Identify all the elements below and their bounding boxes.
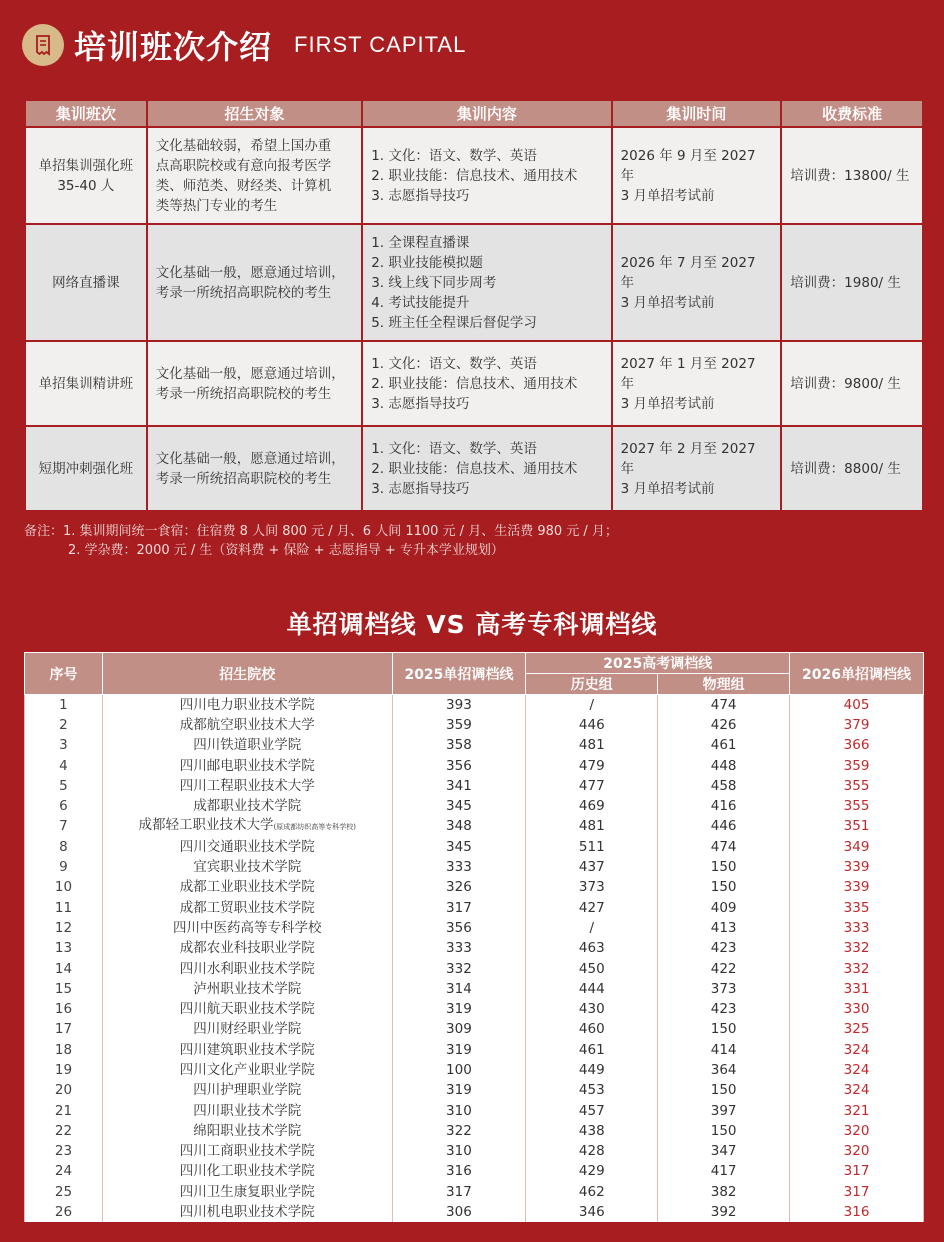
row-number: 10 bbox=[25, 877, 103, 897]
cell-line: 1. 文化：语文、数学、英语 bbox=[371, 147, 537, 164]
school-name bbox=[102, 1100, 392, 1120]
score-dz2026: 320 bbox=[790, 1121, 924, 1141]
score-physics: 347 bbox=[658, 1141, 790, 1161]
score-physics: 458 bbox=[658, 776, 790, 796]
score-dz2025: 319 bbox=[392, 1040, 526, 1060]
table-row bbox=[25, 1182, 924, 1202]
score-history: 444 bbox=[526, 979, 658, 999]
score-dz2026: 405 bbox=[790, 695, 924, 715]
cell-line: 3 月单招考试前 bbox=[620, 187, 715, 204]
page-title: 培训班次介绍 bbox=[74, 28, 273, 66]
cell-line: 2026 年 7 月至 2027 年 bbox=[620, 254, 756, 291]
table-row bbox=[25, 1121, 924, 1141]
score-history: 481 bbox=[526, 816, 658, 836]
school-name-text: 四川电力职业技术学院 bbox=[179, 696, 315, 713]
cell-line: 5. 班主任全程课后督促学习 bbox=[371, 314, 537, 331]
score-dz2026: 330 bbox=[790, 999, 924, 1019]
school-name bbox=[102, 837, 392, 857]
header-fee: 收费标准 bbox=[781, 100, 923, 127]
row-number: 19 bbox=[25, 1060, 103, 1080]
school-name bbox=[102, 1019, 392, 1039]
school-name bbox=[102, 715, 392, 735]
score-physics: 150 bbox=[658, 1080, 790, 1100]
cell-line: 单招集训精讲班 bbox=[38, 375, 134, 392]
table-row bbox=[25, 857, 924, 877]
table-row bbox=[25, 1040, 924, 1060]
score-dz2025: 314 bbox=[392, 979, 526, 999]
course-content bbox=[362, 224, 611, 341]
row-number: 14 bbox=[25, 958, 103, 978]
course-name bbox=[25, 341, 147, 426]
cell-line: 1. 全课程直播课 bbox=[371, 234, 470, 251]
score-dz2025: 100 bbox=[392, 1060, 526, 1080]
notes bbox=[24, 522, 618, 560]
score-physics: 423 bbox=[658, 938, 790, 958]
score-history: 427 bbox=[526, 897, 658, 917]
score-physics: 448 bbox=[658, 755, 790, 775]
course-name bbox=[25, 127, 147, 224]
cell-line: 1. 文化：语文、数学、英语 bbox=[371, 355, 537, 372]
row-number: 22 bbox=[25, 1121, 103, 1141]
school-name bbox=[102, 816, 392, 836]
table-row bbox=[25, 1080, 924, 1100]
table-row bbox=[25, 958, 924, 978]
school-name-text: 四川财经职业学院 bbox=[193, 1021, 302, 1038]
school-name bbox=[102, 1182, 392, 1202]
course-row bbox=[25, 426, 923, 511]
section-title: 单招调档线 VS 高考专科调档线 bbox=[286, 610, 658, 639]
header-content: 集训内容 bbox=[362, 100, 611, 127]
cell-line: 3. 志愿指导技巧 bbox=[371, 480, 470, 497]
cell-line: 考录一所统招高职院校的考生 bbox=[155, 470, 332, 487]
table-row bbox=[25, 999, 924, 1019]
score-history: 428 bbox=[526, 1141, 658, 1161]
score-physics: 150 bbox=[658, 1121, 790, 1141]
score-dz2026: 335 bbox=[790, 897, 924, 917]
score-physics: 392 bbox=[658, 1202, 790, 1222]
school-name-text: 成都工业职业技术学院 bbox=[179, 879, 315, 896]
note-line-2: 2. 学杂费：2000 元 / 生（资料费 + 保险 + 志愿指导 + 专升本学业规划） bbox=[68, 543, 504, 558]
school-note: (原成都纺织高等专科学校) bbox=[273, 823, 356, 832]
score-dz2025: 332 bbox=[392, 958, 526, 978]
score-dz2026: 349 bbox=[790, 837, 924, 857]
school-name bbox=[102, 918, 392, 938]
school-name bbox=[102, 1060, 392, 1080]
table-row bbox=[25, 796, 924, 816]
score-history: 430 bbox=[526, 999, 658, 1019]
score-dz2026: 379 bbox=[790, 715, 924, 735]
row-number: 11 bbox=[25, 897, 103, 917]
table-row bbox=[25, 1202, 924, 1222]
score-physics: 150 bbox=[658, 857, 790, 877]
course-row bbox=[25, 127, 923, 224]
score-dz2025: 309 bbox=[392, 1019, 526, 1039]
row-number: 25 bbox=[25, 1182, 103, 1202]
school-name bbox=[102, 877, 392, 897]
score-dz2026: 355 bbox=[790, 776, 924, 796]
score-physics: 150 bbox=[658, 1019, 790, 1039]
table-row bbox=[25, 776, 924, 796]
score-physics: 474 bbox=[658, 837, 790, 857]
score-history: 438 bbox=[526, 1121, 658, 1141]
score-history: 463 bbox=[526, 938, 658, 958]
header-history: 历史组 bbox=[526, 674, 658, 695]
row-number: 5 bbox=[25, 776, 103, 796]
score-dz2026: 331 bbox=[790, 979, 924, 999]
score-dz2026: 366 bbox=[790, 735, 924, 755]
score-physics: 417 bbox=[658, 1161, 790, 1181]
score-physics: 414 bbox=[658, 1040, 790, 1060]
cell-line: 3 月单招考试前 bbox=[620, 294, 715, 311]
score-physics: 397 bbox=[658, 1100, 790, 1120]
course-content bbox=[362, 341, 611, 426]
score-dz2026: 324 bbox=[790, 1060, 924, 1080]
school-name-text: 四川交通职业技术学院 bbox=[179, 838, 315, 855]
row-number: 20 bbox=[25, 1080, 103, 1100]
school-name bbox=[102, 796, 392, 816]
page-title-en: FIRST CAPITAL bbox=[294, 32, 467, 57]
school-name-text: 四川文化产业职业学院 bbox=[179, 1061, 315, 1078]
cell-line: 短期冲刺强化班 bbox=[38, 460, 134, 477]
header-no: 序号 bbox=[25, 653, 103, 695]
table-row bbox=[25, 1019, 924, 1039]
course-target bbox=[147, 426, 362, 511]
header-dz2026: 2026单招调档线 bbox=[790, 653, 924, 695]
course-table-header bbox=[25, 100, 923, 127]
score-dz2025: 319 bbox=[392, 999, 526, 1019]
course-time bbox=[612, 127, 782, 224]
table-row bbox=[25, 1100, 924, 1120]
table-row bbox=[25, 816, 924, 836]
score-dz2026: 317 bbox=[790, 1182, 924, 1202]
score-dz2025: 316 bbox=[392, 1161, 526, 1181]
course-row bbox=[25, 224, 923, 341]
score-physics: 423 bbox=[658, 999, 790, 1019]
score-history: 450 bbox=[526, 958, 658, 978]
row-number: 2 bbox=[25, 715, 103, 735]
table-row bbox=[25, 918, 924, 938]
row-number: 6 bbox=[25, 796, 103, 816]
cell-line: 2. 职业技能：信息技术、通用技术 bbox=[371, 460, 578, 477]
course-fee: 培训费：8800/ 生 bbox=[781, 426, 923, 511]
row-number: 4 bbox=[25, 755, 103, 775]
cell-line: 点高职院校或有意向报考医学 bbox=[155, 157, 332, 174]
table-row bbox=[25, 877, 924, 897]
table-row bbox=[25, 715, 924, 735]
cell-line: 类等热门专业的考生 bbox=[155, 197, 278, 214]
course-fee: 培训费：1980/ 生 bbox=[781, 224, 923, 341]
header-time: 集训时间 bbox=[612, 100, 782, 127]
score-header-row-1 bbox=[25, 653, 924, 674]
school-name-text: 成都轻工职业技术大学 bbox=[138, 817, 274, 834]
table-row bbox=[25, 695, 924, 715]
row-number: 7 bbox=[25, 816, 103, 836]
school-name bbox=[102, 999, 392, 1019]
score-dz2026: 320 bbox=[790, 1141, 924, 1161]
score-history: / bbox=[526, 918, 658, 938]
row-number: 16 bbox=[25, 999, 103, 1019]
cell-line: 4. 考试技能提升 bbox=[371, 294, 470, 311]
header-class: 集训班次 bbox=[25, 100, 147, 127]
score-history: 477 bbox=[526, 776, 658, 796]
score-dz2025: 341 bbox=[392, 776, 526, 796]
score-physics: 413 bbox=[658, 918, 790, 938]
row-number: 8 bbox=[25, 837, 103, 857]
score-dz2025: 322 bbox=[392, 1121, 526, 1141]
cell-line: 考录一所统招高职院校的考生 bbox=[155, 284, 332, 301]
cell-line: 3 月单招考试前 bbox=[620, 395, 715, 412]
cell-line: 3. 志愿指导技巧 bbox=[371, 395, 470, 412]
row-number: 13 bbox=[25, 938, 103, 958]
score-dz2025: 333 bbox=[392, 938, 526, 958]
cell-line: 文化基础一般，愿意通过培训， bbox=[155, 264, 345, 281]
table-row bbox=[25, 897, 924, 917]
course-fee: 培训费：13800/ 生 bbox=[781, 127, 923, 224]
row-number: 3 bbox=[25, 735, 103, 755]
score-dz2026: 333 bbox=[790, 918, 924, 938]
cell-line: 文化基础一般，愿意通过培训， bbox=[155, 450, 345, 467]
score-history: 462 bbox=[526, 1182, 658, 1202]
school-name-text: 宜宾职业技术学院 bbox=[193, 859, 302, 876]
score-history: 479 bbox=[526, 755, 658, 775]
course-time bbox=[612, 341, 782, 426]
cell-line: 网络直播课 bbox=[52, 274, 120, 291]
table-row bbox=[25, 979, 924, 999]
score-dz2025: 393 bbox=[392, 695, 526, 715]
header-school: 招生院校 bbox=[102, 653, 392, 695]
score-dz2025: 310 bbox=[392, 1100, 526, 1120]
school-name-text: 泸州职业技术学院 bbox=[193, 980, 302, 997]
score-dz2025: 359 bbox=[392, 715, 526, 735]
score-dz2026: 355 bbox=[790, 796, 924, 816]
score-dz2026: 339 bbox=[790, 857, 924, 877]
row-number: 1 bbox=[25, 695, 103, 715]
school-name-text: 四川化工职业技术学院 bbox=[179, 1163, 315, 1180]
score-history: 453 bbox=[526, 1080, 658, 1100]
school-name bbox=[102, 938, 392, 958]
score-dz2026: 317 bbox=[790, 1161, 924, 1181]
row-number: 17 bbox=[25, 1019, 103, 1039]
score-dz2025: 345 bbox=[392, 796, 526, 816]
course-name bbox=[25, 426, 147, 511]
school-name bbox=[102, 695, 392, 715]
school-name-text: 成都农业科技职业学院 bbox=[179, 940, 315, 957]
table-row bbox=[25, 755, 924, 775]
school-name bbox=[102, 1080, 392, 1100]
score-history: / bbox=[526, 695, 658, 715]
school-name bbox=[102, 755, 392, 775]
score-physics: 422 bbox=[658, 958, 790, 978]
table-row bbox=[25, 1141, 924, 1161]
score-physics: 426 bbox=[658, 715, 790, 735]
school-name-text: 四川护理职业学院 bbox=[193, 1082, 302, 1099]
score-dz2025: 345 bbox=[392, 837, 526, 857]
score-dz2026: 324 bbox=[790, 1040, 924, 1060]
school-name bbox=[102, 897, 392, 917]
row-number: 12 bbox=[25, 918, 103, 938]
cell-line: 1. 文化：语文、数学、英语 bbox=[371, 440, 537, 457]
school-name-text: 四川工程职业技术大学 bbox=[179, 777, 315, 794]
score-physics: 461 bbox=[658, 735, 790, 755]
cell-line: 考录一所统招高职院校的考生 bbox=[155, 385, 332, 402]
score-history: 437 bbox=[526, 857, 658, 877]
score-dz2026: 339 bbox=[790, 877, 924, 897]
school-name-text: 成都工贸职业技术学院 bbox=[179, 899, 315, 916]
cell-line: 2026 年 9 月至 2027 年 bbox=[620, 147, 756, 184]
course-table bbox=[24, 99, 924, 512]
score-dz2025: 306 bbox=[392, 1202, 526, 1222]
school-name-text: 四川铁道职业学院 bbox=[193, 737, 302, 754]
score-dz2025: 333 bbox=[392, 857, 526, 877]
cell-line: 类、师范类、财经类、计算机 bbox=[155, 177, 332, 194]
course-content bbox=[362, 127, 611, 224]
table-row bbox=[25, 735, 924, 755]
school-name bbox=[102, 735, 392, 755]
school-name bbox=[102, 958, 392, 978]
school-name-text: 成都职业技术学院 bbox=[193, 798, 302, 815]
course-name bbox=[25, 224, 147, 341]
score-dz2026: 332 bbox=[790, 958, 924, 978]
table-row bbox=[25, 1060, 924, 1080]
cell-line: 2. 职业技能：信息技术、通用技术 bbox=[371, 167, 578, 184]
row-number: 18 bbox=[25, 1040, 103, 1060]
note-line-1: 备注：1. 集训期间统一食宿：住宿费 8 人间 800 元 / 月、6 人间 1100 元 / 月、生活费 980 元 / 月； bbox=[24, 524, 618, 539]
header-dz2025: 2025单招调档线 bbox=[392, 653, 526, 695]
score-dz2025: 310 bbox=[392, 1141, 526, 1161]
score-physics: 382 bbox=[658, 1182, 790, 1202]
score-history: 457 bbox=[526, 1100, 658, 1120]
score-dz2025: 348 bbox=[392, 816, 526, 836]
school-name-text: 绵阳职业技术学院 bbox=[193, 1122, 302, 1139]
school-name-text: 成都航空职业技术大学 bbox=[179, 716, 315, 733]
score-dz2025: 317 bbox=[392, 897, 526, 917]
score-history: 481 bbox=[526, 735, 658, 755]
cell-line: 2. 职业技能模拟题 bbox=[371, 254, 483, 271]
score-physics: 474 bbox=[658, 695, 790, 715]
course-target bbox=[147, 341, 362, 426]
school-name bbox=[102, 776, 392, 796]
course-target bbox=[147, 127, 362, 224]
cell-line: 2027 年 2 月至 2027 年 bbox=[620, 440, 756, 477]
table-row bbox=[25, 1161, 924, 1181]
receipt-icon bbox=[22, 24, 64, 66]
score-table bbox=[24, 652, 924, 1222]
score-dz2026: 359 bbox=[790, 755, 924, 775]
row-number: 24 bbox=[25, 1161, 103, 1181]
school-name bbox=[102, 857, 392, 877]
score-dz2026: 351 bbox=[790, 816, 924, 836]
school-name bbox=[102, 979, 392, 999]
course-time bbox=[612, 224, 782, 341]
course-row bbox=[25, 341, 923, 426]
school-name bbox=[102, 1040, 392, 1060]
school-name-text: 四川水利职业技术学院 bbox=[179, 960, 315, 977]
score-history: 429 bbox=[526, 1161, 658, 1181]
score-physics: 150 bbox=[658, 877, 790, 897]
score-history: 460 bbox=[526, 1019, 658, 1039]
cell-line: 3. 志愿指导技巧 bbox=[371, 187, 470, 204]
score-dz2026: 325 bbox=[790, 1019, 924, 1039]
cell-line: 35-40 人 bbox=[57, 177, 115, 194]
score-dz2025: 356 bbox=[392, 918, 526, 938]
cell-line: 文化基础一般，愿意通过培训， bbox=[155, 365, 345, 382]
school-name bbox=[102, 1161, 392, 1181]
score-dz2026: 321 bbox=[790, 1100, 924, 1120]
score-dz2025: 319 bbox=[392, 1080, 526, 1100]
school-name bbox=[102, 1202, 392, 1222]
header-physics: 物理组 bbox=[658, 674, 790, 695]
cell-line: 文化基础较弱，希望上国办重 bbox=[155, 137, 332, 154]
school-name-text: 四川中医药高等专科学校 bbox=[172, 919, 322, 936]
page-header bbox=[22, 20, 466, 70]
cell-line: 单招集训强化班 bbox=[38, 157, 134, 174]
course-content bbox=[362, 426, 611, 511]
row-number: 23 bbox=[25, 1141, 103, 1161]
table-row bbox=[25, 837, 924, 857]
school-name bbox=[102, 1121, 392, 1141]
score-physics: 446 bbox=[658, 816, 790, 836]
row-number: 21 bbox=[25, 1100, 103, 1120]
course-time bbox=[612, 426, 782, 511]
course-fee: 培训费：9800/ 生 bbox=[781, 341, 923, 426]
header-gk2025: 2025高考调档线 bbox=[526, 653, 790, 674]
score-dz2026: 332 bbox=[790, 938, 924, 958]
score-history: 373 bbox=[526, 877, 658, 897]
score-dz2025: 317 bbox=[392, 1182, 526, 1202]
score-history: 469 bbox=[526, 796, 658, 816]
school-name-text: 四川航天职业技术学院 bbox=[179, 1001, 315, 1018]
school-name-text: 四川建筑职业技术学院 bbox=[179, 1041, 315, 1058]
course-target bbox=[147, 224, 362, 341]
school-name bbox=[102, 1141, 392, 1161]
score-history: 449 bbox=[526, 1060, 658, 1080]
score-history: 346 bbox=[526, 1202, 658, 1222]
score-physics: 416 bbox=[658, 796, 790, 816]
school-name-text: 四川机电职业技术学院 bbox=[179, 1204, 315, 1221]
score-physics: 409 bbox=[658, 897, 790, 917]
school-name-text: 四川职业技术学院 bbox=[193, 1102, 302, 1119]
row-number: 26 bbox=[25, 1202, 103, 1222]
score-history: 511 bbox=[526, 837, 658, 857]
school-name-text: 四川工商职业技术学院 bbox=[179, 1143, 315, 1160]
score-physics: 373 bbox=[658, 979, 790, 999]
cell-line: 3. 线上线下同步周考 bbox=[371, 274, 497, 291]
score-physics: 364 bbox=[658, 1060, 790, 1080]
header-target: 招生对象 bbox=[147, 100, 362, 127]
row-number: 9 bbox=[25, 857, 103, 877]
cell-line: 2027 年 1 月至 2027 年 bbox=[620, 355, 756, 392]
score-history: 461 bbox=[526, 1040, 658, 1060]
school-name-text: 四川邮电职业技术学院 bbox=[179, 757, 315, 774]
score-dz2025: 326 bbox=[392, 877, 526, 897]
row-number: 15 bbox=[25, 979, 103, 999]
score-dz2026: 316 bbox=[790, 1202, 924, 1222]
cell-line: 2. 职业技能：信息技术、通用技术 bbox=[371, 375, 578, 392]
score-dz2026: 324 bbox=[790, 1080, 924, 1100]
cell-line: 3 月单招考试前 bbox=[620, 480, 715, 497]
score-history: 446 bbox=[526, 715, 658, 735]
table-row bbox=[25, 938, 924, 958]
score-dz2025: 358 bbox=[392, 735, 526, 755]
score-dz2025: 356 bbox=[392, 755, 526, 775]
school-name-text: 四川卫生康复职业学院 bbox=[179, 1183, 315, 1200]
